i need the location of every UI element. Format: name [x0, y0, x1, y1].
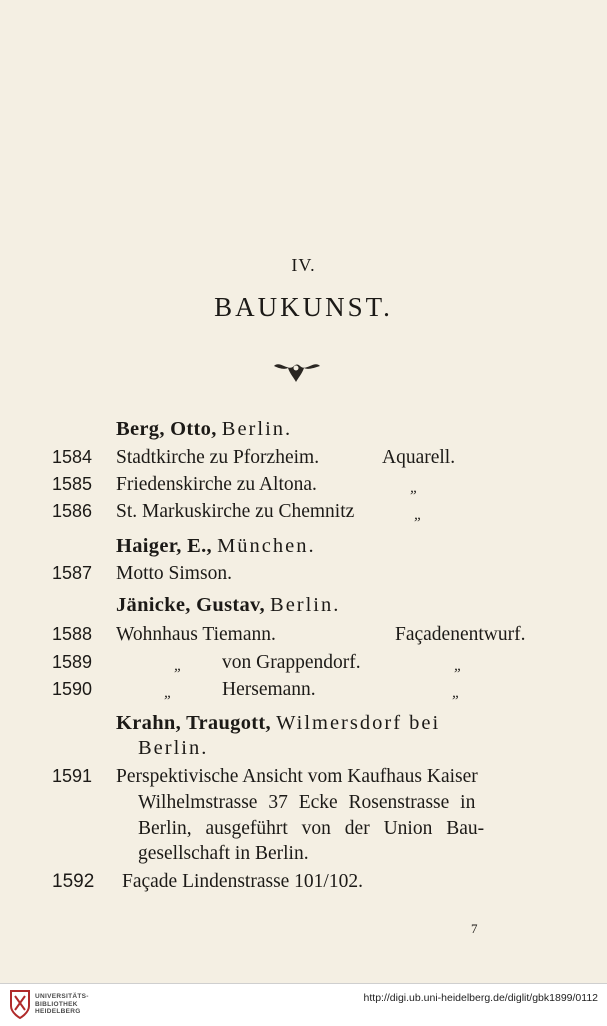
catalog-entry-1591: 1591 Perspektivische Ansicht vom Kaufhaus Kaiser	[52, 766, 478, 787]
author-berg: Berg, Otto, Berlin.	[116, 418, 293, 440]
section-title: BAUKUNST.	[214, 292, 393, 322]
catalog-entry-1584: 1584 Stadtkirche zu Pforzheim. Aquarell.	[52, 447, 456, 468]
ornament-flourish-icon	[270, 358, 322, 384]
source-url-link[interactable]: http://digi.ub.uni-heidelberg.de/diglit/gbk1899/0112	[363, 992, 598, 1004]
author-krahn-place-cont: Berlin.	[138, 737, 209, 759]
section-number: IV.	[291, 255, 316, 275]
catalog-entry-1588: 1588 Wohnhaus Tiemann. Façadenentwurf.	[52, 624, 526, 645]
catalog-entry-1586: 1586 St. Markuskirche zu Chemnitz „	[52, 501, 423, 523]
catalog-entry-1590: 1590 „ Hersemann. „	[52, 679, 461, 701]
author-jaenicke: Jänicke, Gustav, Berlin.	[116, 594, 341, 616]
author-haiger: Haiger, E., München.	[116, 535, 316, 557]
catalog-entry-1587: 1587 Motto Simson.	[52, 563, 232, 584]
university-library-logo-icon	[8, 988, 32, 1020]
catalog-entry-1591-line3: Berlin, ausgeführt von der Union Bau-	[138, 818, 485, 839]
author-krahn: Krahn, Traugott, Wilmersdorf bei	[116, 712, 441, 734]
catalog-entry-1589: 1589 „ von Grappendorf. „	[52, 652, 463, 674]
catalog-entry-1591-line2: Wilhelmstrasse 37 Ecke Rosenstrasse in	[138, 792, 476, 813]
page-number: 7	[471, 921, 478, 936]
catalog-entry-1592: 1592 Façade Lindenstrasse 101/102.	[52, 871, 363, 892]
catalog-entry-1585: 1585 Friedenskirche zu Altona. „	[52, 474, 419, 496]
library-footer	[0, 983, 607, 1026]
library-name: UNIVERSITÄTS- BIBLIOTHEK HEIDELBERG	[35, 993, 89, 1015]
catalog-entry-1591-line4: gesellschaft in Berlin.	[138, 843, 309, 864]
